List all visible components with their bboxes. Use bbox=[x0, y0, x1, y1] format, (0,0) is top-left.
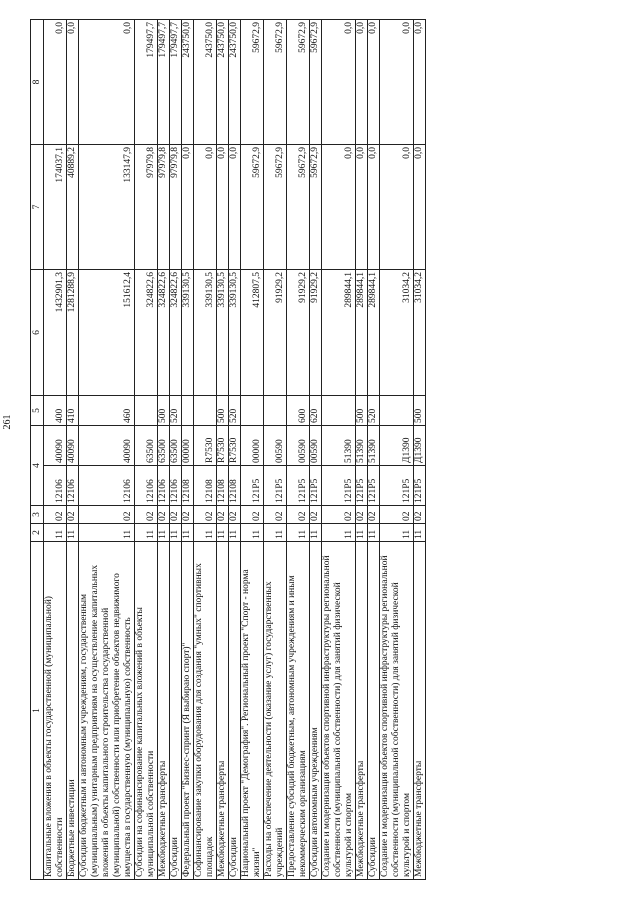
row-expense-type-cell bbox=[182, 396, 194, 426]
row-amount-col8-cell: 59672,9 bbox=[241, 20, 264, 145]
row-expense-type-cell: 410 bbox=[67, 396, 79, 426]
row-program-code-cell: 12108 bbox=[194, 466, 217, 506]
row-subsection-cell: 02 bbox=[322, 506, 356, 524]
row-section-cell: 11 bbox=[264, 524, 287, 542]
header-row bbox=[31, 20, 44, 880]
row-subsection-cell: 02 bbox=[170, 506, 182, 524]
row-amount-col8-cell: 0,0 bbox=[322, 20, 356, 145]
row-program-code-cell: 121P5 bbox=[310, 466, 322, 506]
row-amount-col8-cell: 243750,0 bbox=[229, 20, 241, 145]
row-amount-col7-cell: 0,0 bbox=[414, 145, 426, 270]
row-direction-code-cell: R7530 bbox=[229, 426, 241, 466]
row-section-cell: 11 bbox=[182, 524, 194, 542]
row-program-code-cell: 12106 bbox=[44, 466, 67, 506]
row-program-code-cell: 12106 bbox=[67, 466, 79, 506]
row-direction-code-cell: R7530 bbox=[194, 426, 217, 466]
row-subsection-cell: 02 bbox=[287, 506, 310, 524]
table-row bbox=[194, 20, 217, 880]
row-section-cell: 11 bbox=[135, 524, 158, 542]
row-subsection-cell: 02 bbox=[310, 506, 322, 524]
row-expense-type-cell: 500 bbox=[158, 396, 170, 426]
row-name-cell: Расходы на обеспечение деятельности (оказание услуг) государственных учреждений bbox=[264, 542, 287, 880]
row-direction-code-cell: Д1390 bbox=[414, 426, 426, 466]
row-amount-col6-cell: 151612,4 bbox=[79, 270, 135, 396]
row-amount-col6-cell: 412807,5 bbox=[241, 270, 264, 396]
table-row bbox=[356, 20, 368, 880]
row-expense-type-cell: 460 bbox=[79, 396, 135, 426]
row-direction-code-cell: 63500 bbox=[170, 426, 182, 466]
row-subsection-cell: 02 bbox=[241, 506, 264, 524]
row-amount-col8-cell: 243750,0 bbox=[194, 20, 217, 145]
row-amount-col7-cell: 0,0 bbox=[217, 145, 229, 270]
row-program-code-cell: 12108 bbox=[182, 466, 194, 506]
row-amount-col6-cell: 324822,6 bbox=[170, 270, 182, 396]
row-amount-col8-cell: 59672,9 bbox=[310, 20, 322, 145]
row-expense-type-cell: 500 bbox=[217, 396, 229, 426]
row-amount-col6-cell: 31034,2 bbox=[380, 270, 414, 396]
row-expense-type-cell: 520 bbox=[170, 396, 182, 426]
row-subsection-cell: 02 bbox=[158, 506, 170, 524]
row-amount-col6-cell: 289844,1 bbox=[356, 270, 368, 396]
row-amount-col7-cell: 174037,1 bbox=[44, 145, 67, 270]
header-col-3: 3 bbox=[31, 506, 44, 524]
row-section-cell: 11 bbox=[322, 524, 356, 542]
row-program-code-cell: 121P5 bbox=[322, 466, 356, 506]
row-amount-col8-cell: 0,0 bbox=[44, 20, 67, 145]
page-number: 261 bbox=[2, 414, 13, 430]
table-row bbox=[44, 20, 67, 880]
row-expense-type-cell bbox=[380, 396, 414, 426]
row-amount-col7-cell: 0,0 bbox=[194, 145, 217, 270]
row-expense-type-cell: 520 bbox=[229, 396, 241, 426]
row-subsection-cell: 02 bbox=[79, 506, 135, 524]
row-expense-type-cell: 520 bbox=[368, 396, 380, 426]
row-amount-col6-cell: 324822,6 bbox=[158, 270, 170, 396]
row-name-cell: Капитальные вложения в объекты государственной (муниципальной) собственности bbox=[44, 542, 67, 880]
row-amount-col8-cell: 243750,0 bbox=[217, 20, 229, 145]
row-amount-col7-cell: 0,0 bbox=[356, 145, 368, 270]
row-amount-col8-cell: 59672,9 bbox=[264, 20, 287, 145]
header-col-1: 1 bbox=[31, 542, 44, 880]
row-amount-col7-cell: 59672,9 bbox=[310, 145, 322, 270]
row-program-code-cell: 12108 bbox=[217, 466, 229, 506]
header-col-7: 7 bbox=[31, 145, 44, 270]
row-subsection-cell: 02 bbox=[264, 506, 287, 524]
table-row bbox=[217, 20, 229, 880]
table-row bbox=[368, 20, 380, 880]
row-program-code-cell: 12106 bbox=[170, 466, 182, 506]
row-name-cell: Софинансирование закупки оборудования для создания "умных" спортивных площадок bbox=[194, 542, 217, 880]
row-amount-col6-cell: 1281288,9 bbox=[67, 270, 79, 396]
row-expense-type-cell bbox=[241, 396, 264, 426]
row-expense-type-cell bbox=[194, 396, 217, 426]
row-name-cell: Субсидии бюджетным и автономным учреждениям, государственным (муниципальным) унитарным предприятиям на осуществление капитальных вложений в объекты капитального строительства государственной (муниципальной) собственности или приобретение объектов недвижимого имущества в государственную (муниципальную) собственность bbox=[79, 542, 135, 880]
row-amount-col7-cell: 40889,2 bbox=[67, 145, 79, 270]
row-name-cell: Национальный проект "Демография". Региональный проект "Спорт - норма жизни" bbox=[241, 542, 264, 880]
table-row bbox=[229, 20, 241, 880]
row-program-code-cell: 121P5 bbox=[414, 466, 426, 506]
row-amount-col8-cell: 0,0 bbox=[67, 20, 79, 145]
row-amount-col6-cell: 289844,1 bbox=[322, 270, 356, 396]
row-subsection-cell: 02 bbox=[356, 506, 368, 524]
table-row bbox=[380, 20, 414, 880]
row-direction-code-cell: 63500 bbox=[135, 426, 158, 466]
row-direction-code-cell: 40090 bbox=[67, 426, 79, 466]
row-direction-code-cell: Д1390 bbox=[380, 426, 414, 466]
row-amount-col6-cell: 289844,1 bbox=[368, 270, 380, 396]
row-name-cell: Создание и модернизация объектов спортивной инфраструктуры региональной собственности (муниципальной собственности) для занятий физической культурой и спортом bbox=[380, 542, 414, 880]
row-expense-type-cell: 600 bbox=[287, 396, 310, 426]
row-amount-col8-cell: 179497,7 bbox=[158, 20, 170, 145]
table-row bbox=[158, 20, 170, 880]
row-section-cell: 11 bbox=[310, 524, 322, 542]
row-direction-code-cell: 40090 bbox=[44, 426, 67, 466]
table-row bbox=[287, 20, 310, 880]
row-subsection-cell: 02 bbox=[182, 506, 194, 524]
row-amount-col6-cell: 339130,5 bbox=[194, 270, 217, 396]
row-direction-code-cell: 00590 bbox=[287, 426, 310, 466]
header-col-6: 6 bbox=[31, 270, 44, 396]
row-expense-type-cell bbox=[264, 396, 287, 426]
row-amount-col8-cell: 59672,9 bbox=[287, 20, 310, 145]
row-subsection-cell: 02 bbox=[67, 506, 79, 524]
row-expense-type-cell: 620 bbox=[310, 396, 322, 426]
row-section-cell: 11 bbox=[217, 524, 229, 542]
row-amount-col7-cell: 59672,9 bbox=[241, 145, 264, 270]
row-amount-col6-cell: 339130,5 bbox=[229, 270, 241, 396]
header-col-2: 2 bbox=[31, 524, 44, 542]
row-subsection-cell: 02 bbox=[368, 506, 380, 524]
row-amount-col7-cell: 0,0 bbox=[229, 145, 241, 270]
row-amount-col6-cell: 339130,5 bbox=[182, 270, 194, 396]
row-name-cell: Предоставление субсидий бюджетным, автономным учреждениям и иным некоммерческим организациям bbox=[287, 542, 310, 880]
table-row bbox=[241, 20, 264, 880]
row-direction-code-cell: 00590 bbox=[310, 426, 322, 466]
row-subsection-cell: 02 bbox=[217, 506, 229, 524]
row-direction-code-cell: 63500 bbox=[158, 426, 170, 466]
row-amount-col7-cell: 0,0 bbox=[182, 145, 194, 270]
row-program-code-cell: 12106 bbox=[79, 466, 135, 506]
row-amount-col6-cell: 91929,2 bbox=[287, 270, 310, 396]
row-program-code-cell: 12106 bbox=[158, 466, 170, 506]
row-program-code-cell: 121P5 bbox=[264, 466, 287, 506]
table-body bbox=[44, 20, 426, 880]
row-section-cell: 11 bbox=[241, 524, 264, 542]
row-subsection-cell: 02 bbox=[414, 506, 426, 524]
row-direction-code-cell: 40090 bbox=[79, 426, 135, 466]
row-program-code-cell: 121P5 bbox=[380, 466, 414, 506]
row-program-code-cell: 121P5 bbox=[356, 466, 368, 506]
row-subsection-cell: 02 bbox=[194, 506, 217, 524]
row-name-cell: Бюджетные инвестиции bbox=[67, 542, 79, 880]
row-name-cell: Субсидии bbox=[368, 542, 380, 880]
row-program-code-cell: 12106 bbox=[135, 466, 158, 506]
row-subsection-cell: 02 bbox=[380, 506, 414, 524]
budget-table-sheet bbox=[30, 20, 630, 880]
row-direction-code-cell: 51390 bbox=[368, 426, 380, 466]
table-row bbox=[414, 20, 426, 880]
row-amount-col8-cell: 0,0 bbox=[79, 20, 135, 145]
row-expense-type-cell bbox=[322, 396, 356, 426]
row-amount-col6-cell: 339130,5 bbox=[217, 270, 229, 396]
row-amount-col8-cell: 0,0 bbox=[380, 20, 414, 145]
row-section-cell: 11 bbox=[368, 524, 380, 542]
row-amount-col6-cell: 31034,2 bbox=[414, 270, 426, 396]
row-direction-code-cell: 51390 bbox=[322, 426, 356, 466]
row-name-cell: Межбюджетные трансферты bbox=[414, 542, 426, 880]
row-section-cell: 11 bbox=[194, 524, 217, 542]
row-amount-col6-cell: 91929,2 bbox=[310, 270, 322, 396]
row-direction-code-cell: 51390 bbox=[356, 426, 368, 466]
row-amount-col8-cell: 243750,0 bbox=[182, 20, 194, 145]
row-name-cell: Субсидии bbox=[170, 542, 182, 880]
row-amount-col7-cell: 133147,9 bbox=[79, 145, 135, 270]
row-expense-type-cell: 400 bbox=[44, 396, 67, 426]
row-section-cell: 11 bbox=[414, 524, 426, 542]
row-name-cell: Субсидии автономным учреждениям bbox=[310, 542, 322, 880]
row-name-cell: Межбюджетные трансферты bbox=[356, 542, 368, 880]
row-program-code-cell: 12108 bbox=[229, 466, 241, 506]
row-amount-col6-cell: 1432901,3 bbox=[44, 270, 67, 396]
header-col-5: 5 bbox=[31, 396, 44, 426]
row-section-cell: 11 bbox=[170, 524, 182, 542]
header-col-8: 8 bbox=[31, 20, 44, 145]
row-section-cell: 11 bbox=[356, 524, 368, 542]
row-amount-col7-cell: 59672,9 bbox=[264, 145, 287, 270]
row-program-code-cell: 121P5 bbox=[241, 466, 264, 506]
row-program-code-cell: 121P5 bbox=[368, 466, 380, 506]
table-row bbox=[135, 20, 158, 880]
table-row bbox=[264, 20, 287, 880]
row-direction-code-cell: 00000 bbox=[241, 426, 264, 466]
row-program-code-cell: 121P5 bbox=[287, 466, 310, 506]
row-section-cell: 11 bbox=[287, 524, 310, 542]
row-amount-col8-cell: 0,0 bbox=[414, 20, 426, 145]
row-amount-col7-cell: 0,0 bbox=[322, 145, 356, 270]
row-amount-col8-cell: 0,0 bbox=[356, 20, 368, 145]
row-section-cell: 11 bbox=[158, 524, 170, 542]
table-row bbox=[322, 20, 356, 880]
row-subsection-cell: 02 bbox=[229, 506, 241, 524]
row-name-cell: Межбюджетные трансферты bbox=[158, 542, 170, 880]
table-row bbox=[79, 20, 135, 880]
row-amount-col6-cell: 324822,6 bbox=[135, 270, 158, 396]
row-expense-type-cell: 500 bbox=[414, 396, 426, 426]
row-amount-col6-cell: 91929,2 bbox=[264, 270, 287, 396]
table-row bbox=[67, 20, 79, 880]
row-amount-col8-cell: 0,0 bbox=[368, 20, 380, 145]
row-direction-code-cell: 00000 bbox=[182, 426, 194, 466]
row-direction-code-cell: 00590 bbox=[264, 426, 287, 466]
row-section-cell: 11 bbox=[44, 524, 67, 542]
row-name-cell: Создание и модернизация объектов спортивной инфраструктуры региональной собственности (муниципальной собственности) для занятий физической культурой и спортом bbox=[322, 542, 356, 880]
row-amount-col7-cell: 97979,8 bbox=[135, 145, 158, 270]
row-expense-type-cell bbox=[135, 396, 158, 426]
row-amount-col8-cell: 179497,7 bbox=[135, 20, 158, 145]
row-amount-col7-cell: 0,0 bbox=[368, 145, 380, 270]
row-section-cell: 11 bbox=[67, 524, 79, 542]
header-col-4: 4 bbox=[31, 426, 44, 506]
row-amount-col7-cell: 59672,9 bbox=[287, 145, 310, 270]
row-expense-type-cell: 500 bbox=[356, 396, 368, 426]
row-section-cell: 11 bbox=[380, 524, 414, 542]
table-row bbox=[310, 20, 322, 880]
row-amount-col7-cell: 0,0 bbox=[380, 145, 414, 270]
row-name-cell: Федеральный проект "Бизнес-спринт (Я выбираю спорт)" bbox=[182, 542, 194, 880]
table-row bbox=[170, 20, 182, 880]
row-amount-col7-cell: 97979,8 bbox=[170, 145, 182, 270]
row-direction-code-cell: R7530 bbox=[217, 426, 229, 466]
row-amount-col8-cell: 179497,7 bbox=[170, 20, 182, 145]
row-subsection-cell: 02 bbox=[135, 506, 158, 524]
row-name-cell: Межбюджетные трансферты bbox=[217, 542, 229, 880]
budget-table bbox=[30, 19, 426, 880]
table-row bbox=[182, 20, 194, 880]
row-name-cell: Субсидии bbox=[229, 542, 241, 880]
row-subsection-cell: 02 bbox=[44, 506, 67, 524]
row-section-cell: 11 bbox=[79, 524, 135, 542]
row-amount-col7-cell: 97979,8 bbox=[158, 145, 170, 270]
row-section-cell: 11 bbox=[229, 524, 241, 542]
row-name-cell: Субсидии на софинансирование капитальных вложений в объекты муниципальной собственности bbox=[135, 542, 158, 880]
